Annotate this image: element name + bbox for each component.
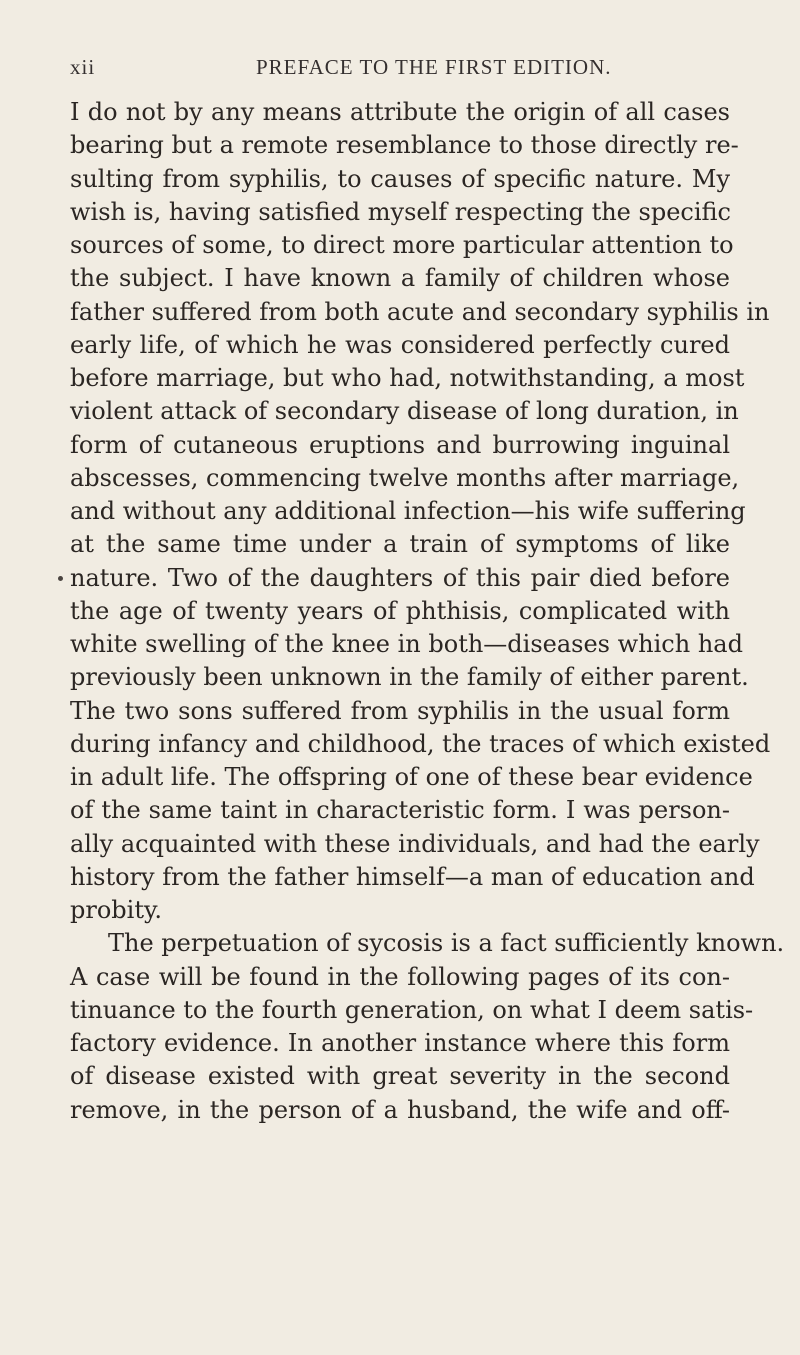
text-line: abscesses, commencing twelve months after marriage, [70, 463, 740, 492]
text-line: I do not by any means attribute the origin of all cases [70, 98, 730, 126]
text-line: the subject. I have known a family of children whose [70, 264, 730, 293]
text-line: previously been unknown in the family of either parent. [70, 663, 749, 692]
text-line: in adult life. The offspring of one of these bear evidence [70, 763, 753, 791]
text-line: of disease existed with great severity in the second [70, 1062, 730, 1091]
text-line: at the same time under a train of symptoms of like [70, 530, 730, 559]
text-line: and without any additional infection—his wife suffering [70, 497, 746, 525]
running-title: PREFACE TO THE FIRST EDITION. [256, 55, 612, 79]
text-line: bearing but a remote resemblance to those directly re- [70, 131, 739, 160]
body-text [70, 96, 785, 1127]
running-head [70, 55, 720, 85]
margin-mark [58, 576, 63, 581]
text-line: early life, of which he was considered perfectly cured [70, 330, 730, 359]
text-line: remove, in the person of a husband, the wife and off- [70, 1095, 730, 1124]
page-number: xii [70, 55, 96, 79]
text-line: ally acquainted with these individuals, and had the early [70, 829, 760, 858]
text-line: during infancy and childhood, the traces of which existed [70, 729, 771, 758]
text-line: tinuance to the fourth generation, on what I deem satis- [70, 995, 754, 1024]
text-line: wish is, having satisfied myself respecting the specific [70, 197, 731, 226]
text-line: sources of some, to direct more particular attention to [70, 231, 734, 259]
text-line: father suffered from both acute and secondary syphilis in [70, 297, 770, 326]
text-line: The two sons suffered from syphilis in the usual form [70, 696, 730, 725]
text-line: before marriage, but who had, notwithstanding, a most [70, 364, 745, 392]
text-line: nature. Two of the daughters of this pair died before [70, 563, 730, 592]
text-line: violent attack of secondary disease of long duration, in [70, 397, 739, 426]
text-line: history from the father himself—a man of education and [70, 862, 755, 891]
text-line: white swelling of the knee in both—diseases which had [70, 630, 743, 658]
text-line: A case will be found in the following pages of its con- [70, 962, 730, 991]
text-line: probity. [70, 896, 162, 924]
text-line: form of cutaneous eruptions and burrowing inguinal [70, 430, 730, 459]
text-line: factory evidence. In another instance where this form [70, 1029, 730, 1057]
text-line: of the same taint in characteristic form. I was person- [70, 796, 730, 825]
text-line: the age of twenty years of phthisis, complicated with [70, 596, 730, 625]
text-line: sulting from syphilis, to causes of specific nature. My [70, 164, 730, 193]
text-line: The perpetuation of sycosis is a fact sufficiently known. [108, 929, 785, 958]
